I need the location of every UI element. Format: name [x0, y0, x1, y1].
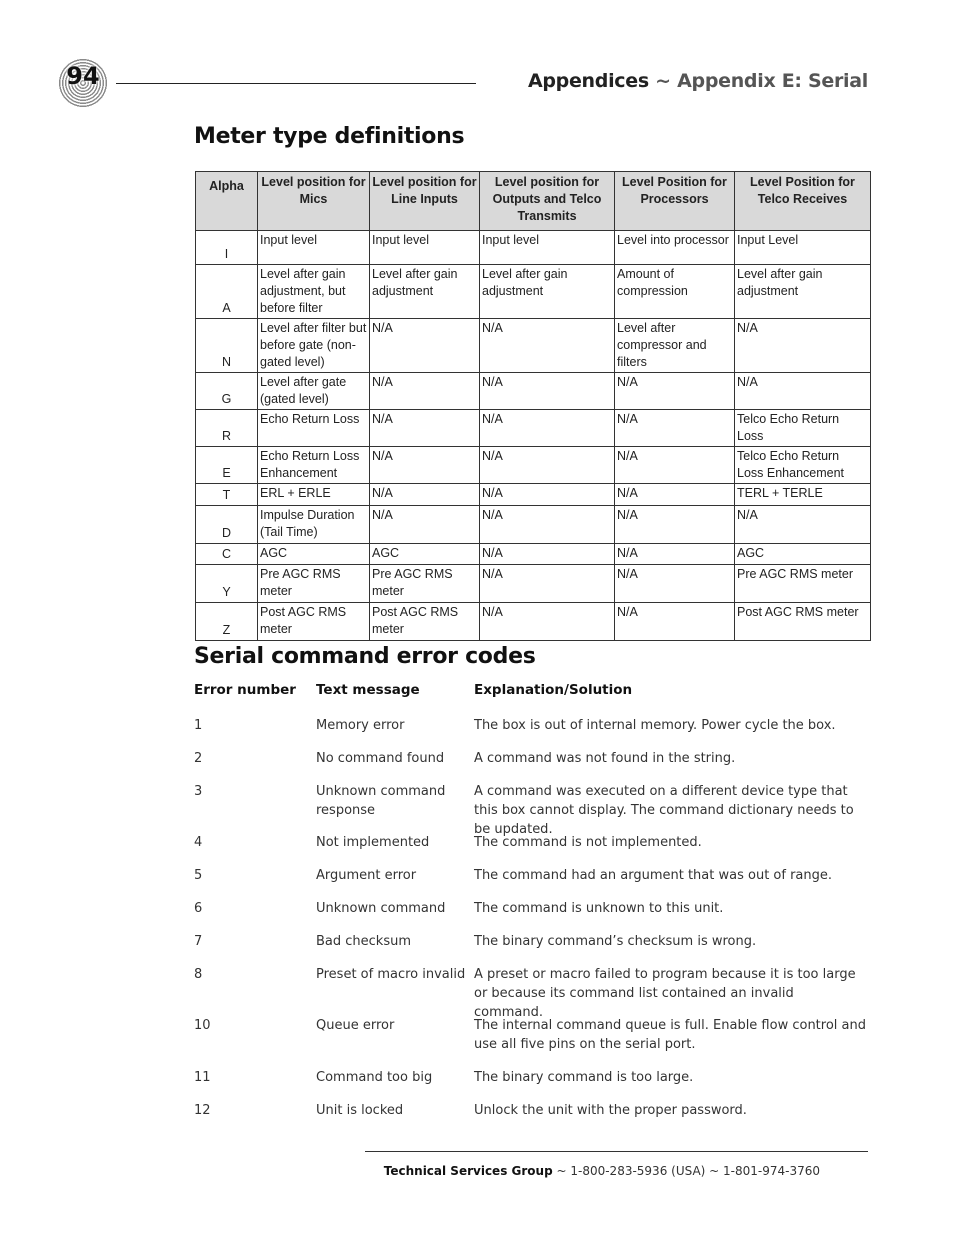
- meter-cell: Telco Echo Return Loss: [735, 410, 871, 447]
- meter-alpha-cell: A: [196, 265, 258, 319]
- meter-row: [196, 373, 871, 410]
- error-message: Command too big: [316, 1070, 433, 1085]
- error-row: [194, 1016, 874, 1068]
- meter-cell: Level after compressor and filters: [615, 319, 735, 373]
- meter-cell: N/A: [480, 319, 615, 373]
- meter-cell: Pre AGC RMS meter: [370, 565, 480, 603]
- meter-cell: N/A: [480, 565, 615, 603]
- header-separator: ~: [648, 70, 678, 92]
- header-sub: Appendix E: Serial: [677, 70, 868, 92]
- error-explanation: The command had an argument that was out of range.: [474, 868, 833, 883]
- meter-cell: Level after filter but before gate (non-gated level): [258, 319, 370, 373]
- meter-row: [196, 484, 871, 506]
- page-number: 94: [66, 62, 100, 90]
- error-number: 2: [194, 751, 203, 766]
- error-explanation: The command is unknown to this unit.: [474, 901, 724, 916]
- error-message: No command found: [316, 751, 445, 766]
- meter-cell: N/A: [735, 506, 871, 544]
- error-row: [194, 749, 874, 782]
- meter-cell: Echo Return Loss: [258, 410, 370, 447]
- error-number: 10: [194, 1018, 211, 1033]
- error-explanation: The box is out of internal memory. Power cycle the box.: [474, 718, 836, 733]
- meter-cell: Level after gain adjustment: [370, 265, 480, 319]
- error-explanation: The binary command is too large.: [474, 1070, 694, 1085]
- meter-cell: N/A: [735, 373, 871, 410]
- meter-row: [196, 410, 871, 447]
- meter-cell: N/A: [370, 484, 480, 506]
- meter-col-header: Level position for Outputs and Telco Transmits: [480, 172, 615, 231]
- error-row: [194, 1101, 874, 1134]
- footer-contact: ~ 1-800-283-5936 (USA) ~ 1-801-974-3760: [552, 1164, 820, 1178]
- error-explanation: The internal command queue is full. Enable flow control and use all five pins on the serial port.: [474, 1018, 866, 1052]
- meter-alpha-cell: C: [196, 544, 258, 565]
- meter-cell: N/A: [615, 447, 735, 484]
- meter-cell: Input Level: [735, 231, 871, 265]
- meter-row: [196, 447, 871, 484]
- meter-row: [196, 565, 871, 603]
- footer-rule: [365, 1151, 868, 1152]
- meter-cell: N/A: [480, 410, 615, 447]
- error-number: 8: [194, 967, 203, 982]
- error-number: 5: [194, 868, 203, 883]
- meter-cell: Echo Return Loss Enhancement: [258, 447, 370, 484]
- error-message: Queue error: [316, 1018, 395, 1033]
- meter-cell: N/A: [370, 373, 480, 410]
- error-message: Bad checksum: [316, 934, 412, 949]
- meter-cell: N/A: [615, 373, 735, 410]
- meter-row: [196, 265, 871, 319]
- header-rule: [116, 83, 476, 84]
- meter-cell: N/A: [615, 410, 735, 447]
- error-explanation: A command was executed on a different device type that this box cannot display. The command dictionary needs to be updated.: [474, 784, 854, 837]
- meter-row: [196, 603, 871, 641]
- footer-group: Technical Services Group: [383, 1164, 553, 1178]
- meter-cell: Pre AGC RMS meter: [258, 565, 370, 603]
- meter-row: [196, 506, 871, 544]
- meter-cell: N/A: [370, 506, 480, 544]
- meter-alpha-cell: R: [196, 410, 258, 447]
- meter-cell: Pre AGC RMS meter: [735, 565, 871, 603]
- meter-cell: AGC: [370, 544, 480, 565]
- meter-cell: N/A: [370, 447, 480, 484]
- meter-alpha-cell: D: [196, 506, 258, 544]
- error-number: 6: [194, 901, 203, 916]
- meter-header-row: [196, 172, 871, 231]
- meter-cell: N/A: [615, 603, 735, 641]
- meter-cell: Level after gain adjustment, but before filter: [258, 265, 370, 319]
- meter-col-header: Level position for Mics: [258, 172, 370, 231]
- meter-cell: Level after gain adjustment: [735, 265, 871, 319]
- meter-cell: Telco Echo Return Loss Enhancement: [735, 447, 871, 484]
- meter-alpha-cell: T: [196, 484, 258, 506]
- meter-cell: N/A: [615, 506, 735, 544]
- meter-cell: N/A: [480, 603, 615, 641]
- error-number: 7: [194, 934, 203, 949]
- error-explanation: The command is not implemented.: [474, 835, 702, 850]
- footer: [384, 1164, 820, 1178]
- error-col-header: Text message: [316, 682, 420, 698]
- meter-cell: Post AGC RMS meter: [258, 603, 370, 641]
- error-code-table: [194, 682, 874, 1134]
- error-number: 4: [194, 835, 203, 850]
- meter-cell: N/A: [370, 319, 480, 373]
- error-row: [194, 1068, 874, 1101]
- error-number: 11: [194, 1070, 211, 1085]
- meter-cell: TERL + TERLE: [735, 484, 871, 506]
- meter-row: [196, 319, 871, 373]
- error-section-heading: Serial command error codes: [194, 644, 536, 669]
- meter-type-table: [195, 171, 871, 641]
- error-number: 12: [194, 1103, 211, 1118]
- meter-cell: N/A: [615, 484, 735, 506]
- error-explanation: The binary command’s checksum is wrong.: [474, 934, 757, 949]
- meter-cell: Input level: [480, 231, 615, 265]
- error-message: Memory error: [316, 718, 405, 733]
- meter-cell: Level after gate (gated level): [258, 373, 370, 410]
- error-row: [194, 965, 874, 1020]
- error-col-header: Error number: [194, 682, 296, 698]
- meter-alpha-cell: G: [196, 373, 258, 410]
- error-explanation: A command was not found in the string.: [474, 751, 736, 766]
- error-message: Unknown command response: [316, 784, 446, 818]
- meter-cell: Amount of compression: [615, 265, 735, 319]
- meter-cell: Input level: [370, 231, 480, 265]
- meter-cell: Input level: [258, 231, 370, 265]
- meter-alpha-cell: Y: [196, 565, 258, 603]
- header-title: [528, 70, 868, 92]
- meter-row: [196, 544, 871, 565]
- error-row: [194, 833, 874, 866]
- meter-cell: Impulse Duration (Tail Time): [258, 506, 370, 544]
- meter-cell: Level into processor: [615, 231, 735, 265]
- meter-cell: AGC: [735, 544, 871, 565]
- error-row: [194, 899, 874, 932]
- error-message: Not implemented: [316, 835, 430, 850]
- error-row: [194, 932, 874, 965]
- header-main: Appendices: [527, 70, 649, 92]
- meter-cell: N/A: [480, 484, 615, 506]
- meter-alpha-cell: N: [196, 319, 258, 373]
- error-row: [194, 782, 874, 837]
- meter-cell: Post AGC RMS meter: [735, 603, 871, 641]
- error-number: 3: [194, 784, 203, 799]
- meter-col-header: Level position for Line Inputs: [370, 172, 480, 231]
- meter-cell: ERL + ERLE: [258, 484, 370, 506]
- meter-row: [196, 231, 871, 265]
- meter-section-heading: Meter type definitions: [194, 124, 465, 149]
- error-number: 1: [194, 718, 203, 733]
- error-explanation: Unlock the unit with the proper password.: [474, 1103, 747, 1118]
- error-message: Preset of macro invalid: [316, 967, 466, 982]
- error-message: Unknown command: [316, 901, 446, 916]
- meter-alpha-cell: E: [196, 447, 258, 484]
- error-col-header: Explanation/Solution: [474, 682, 633, 698]
- meter-col-header: Level Position for Processors: [615, 172, 735, 231]
- meter-col-header: Level Position for Telco Receives: [735, 172, 871, 231]
- meter-cell: N/A: [480, 506, 615, 544]
- meter-cell: N/A: [615, 544, 735, 565]
- meter-cell: N/A: [615, 565, 735, 603]
- meter-cell: AGC: [258, 544, 370, 565]
- meter-cell: Post AGC RMS meter: [370, 603, 480, 641]
- error-row: [194, 716, 874, 749]
- meter-alpha-cell: Z: [196, 603, 258, 641]
- meter-cell: N/A: [370, 410, 480, 447]
- meter-cell: N/A: [480, 373, 615, 410]
- meter-cell: N/A: [735, 319, 871, 373]
- error-message: Argument error: [316, 868, 417, 883]
- meter-cell: N/A: [480, 544, 615, 565]
- error-explanation: A preset or macro failed to program because it is too large or because its command list contained an invalid command.: [474, 967, 856, 1020]
- error-header-row: [194, 682, 874, 716]
- error-row: [194, 866, 874, 899]
- error-message: Unit is locked: [316, 1103, 404, 1118]
- meter-cell: N/A: [480, 447, 615, 484]
- meter-alpha-cell: I: [196, 231, 258, 265]
- meter-cell: Level after gain adjustment: [480, 265, 615, 319]
- meter-col-header: Alpha: [196, 172, 258, 231]
